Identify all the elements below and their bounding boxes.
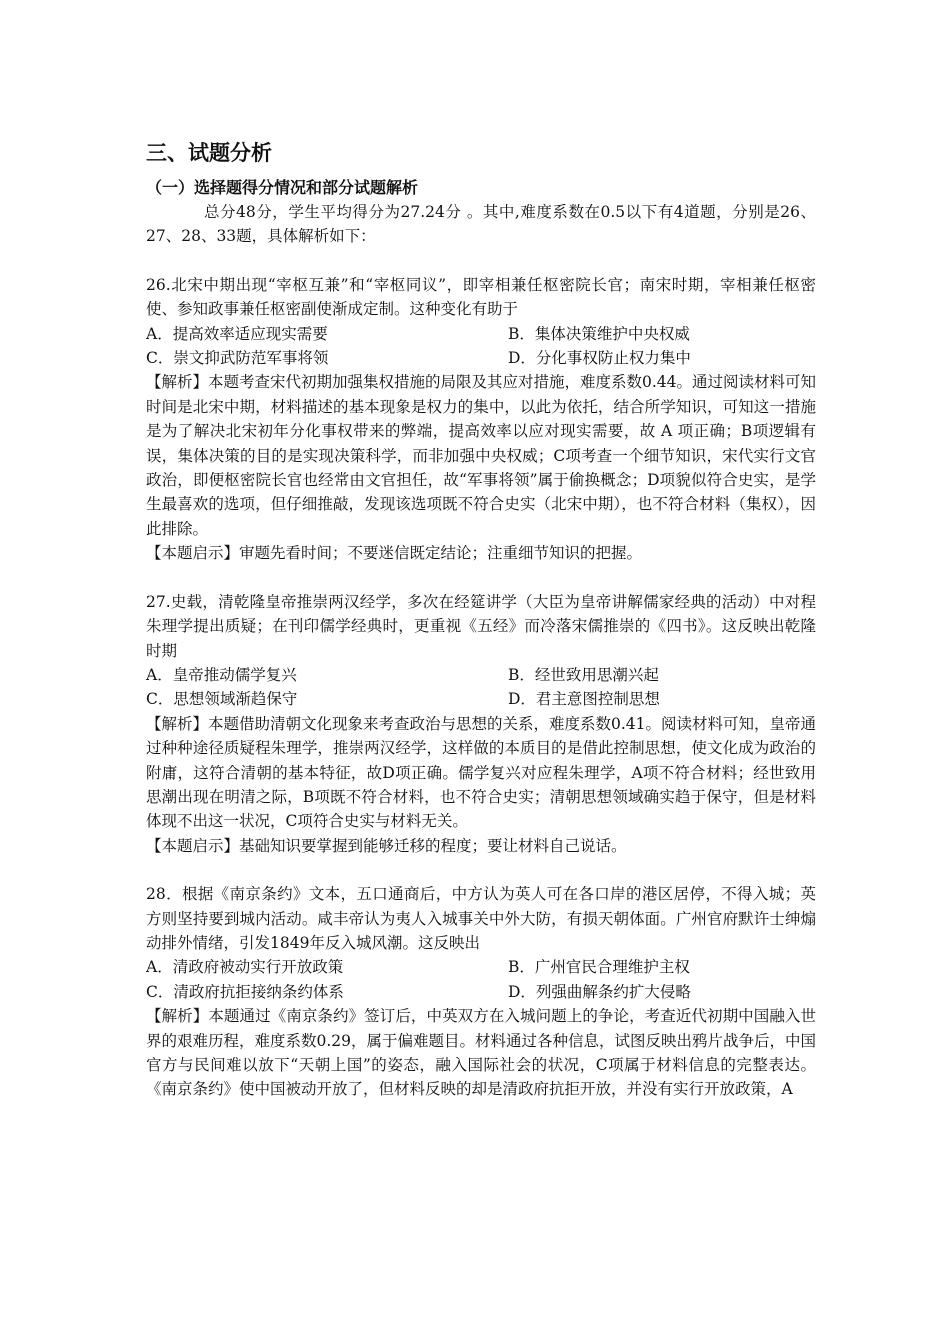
options-grid	[146, 663, 816, 712]
analysis-text: 【解析】本题考查宋代初期加强集权措施的局限及其应对措施，难度系数0.44。通过阅读材料可知时间是北宋中期，材料描述的基本现象是权力的集中，以此为依托，结合所学知识，可知这一措施是为了解决北宋初年分化事权带来的弊端，提高效率以应对现实需要，故 A 项正确；B项逻辑有误，集体决策的目的是实现决策科学，而非加强中央权威；C项考查一个细节知识，宋代实行文官政治，即便枢密院长官也经常由文官担任，故“军事将领”属于偷换概念；D项貌似符合史实，是学生最喜欢的选项，但仔细推敲，发现该选项既不符合史实（北宋中期），也不符合材料（集权），因此排除。	[146, 373, 817, 538]
option-d: D．列强曲解条约扩大侵略	[508, 982, 691, 1001]
section-title: 三、试题分析	[146, 141, 272, 165]
option-a: A．皇帝推动儒学复兴	[146, 665, 297, 684]
spacer	[146, 249, 816, 273]
option-b: B．广州官民合理维护主权	[508, 958, 690, 977]
option-b: B．经世致用思潮兴起	[508, 665, 659, 684]
options-grid	[146, 955, 816, 1004]
question-block	[146, 590, 816, 858]
option-b: B．集体决策维护中央权威	[508, 324, 690, 343]
option-d: D．分化事权防止权力集中	[508, 349, 691, 368]
spacer	[146, 566, 816, 590]
page-content	[146, 138, 816, 1102]
question-block	[146, 882, 816, 1102]
analysis-text: 【解析】本题借助清朝文化现象来考查政治与思想的关系，难度系数0.41。阅读材料可知，皇帝通过种种途径质疑程朱理学，推崇两汉经学，这样做的本质目的是借此控制思想，使文化成为政治的附庸，这符合清朝的基本特征，故D项正确。儒学复兴对应程朱理学，A项不符合材料；经世致用思潮出现在明清之际，B项既不符合材料，也不符合史实；清朝思想领域确实趋于保守，但是材料体现不出这一状况，C项符合史实与材料无关。	[146, 714, 817, 831]
option-d: D．君主意图控制思想	[508, 690, 660, 709]
option-c: C．思想领域渐趋保守	[146, 690, 298, 709]
option-a: A．提高效率适应现实需要	[146, 324, 328, 343]
intro-paragraph: 总分48分，学生平均得分为27.24分 。其中,难度系数在0.5以下有4道题，分别是26、27、28、33题，具体解析如下：	[146, 203, 816, 246]
options-grid	[146, 322, 816, 371]
option-a: A．清政府被动实行开放政策	[146, 958, 344, 977]
insight-text: 【本题启示】审题先看时间；不要迷信既定结论；注重细节知识的把握。	[146, 544, 643, 563]
question-stem: 28．根据《南京条约》文本，五口通商后，中方认为英人可在各口岸的港区居停，不得入城；英方则坚持要到城内活动。咸丰帝认为夷人入城事关中外大防，有损天朝体面。广州官府默许士绅煽动排外情绪，引发1849年反入城风潮。这反映出	[146, 885, 816, 952]
option-c: C．崇文抑武防范军事将领	[146, 349, 329, 368]
analysis-text: 【解析】本题通过《南京条约》签订后，中英双方在入城问题上的争论，考查近代初期中国融入世界的艰难历程，难度系数0.29，属于偏难题目。材料通过各种信息，试图反映出鸦片战争后，中国官方与民间难以放下“天朝上国”的姿态，融入国际社会的状况，C项属于材料信息的完整表达。《南京条约》使中国被动开放了，但材料反映的却是清政府抗拒开放，并没有实行开放政策，A	[146, 1007, 817, 1099]
question-stem: 27.史载，清乾隆皇帝推崇两汉经学，多次在经筵讲学（大臣为皇帝讲解儒家经典的活动）中对程朱理学提出质疑；在刊印儒学经典时，更重视《五经》而冷落宋儒推崇的《四书》。这反映出乾隆时期	[146, 592, 816, 660]
question-stem: 26.北宋中期出现“宰枢互兼”和“宰枢同议”，即宰相兼任枢密院长官；南宋时期，宰相兼任枢密使、参知政事兼任枢密副使渐成定制。这种变化有助于	[146, 275, 816, 319]
spacer	[146, 858, 816, 882]
subsection-title: （一）选择题得分情况和部分试题解析	[146, 178, 419, 197]
insight-text: 【本题启示】基础知识要掌握到能够迁移的程度；要让材料自己说话。	[146, 836, 627, 855]
option-c: C．清政府抗拒接纳条约体系	[146, 982, 344, 1001]
question-block	[146, 273, 816, 566]
